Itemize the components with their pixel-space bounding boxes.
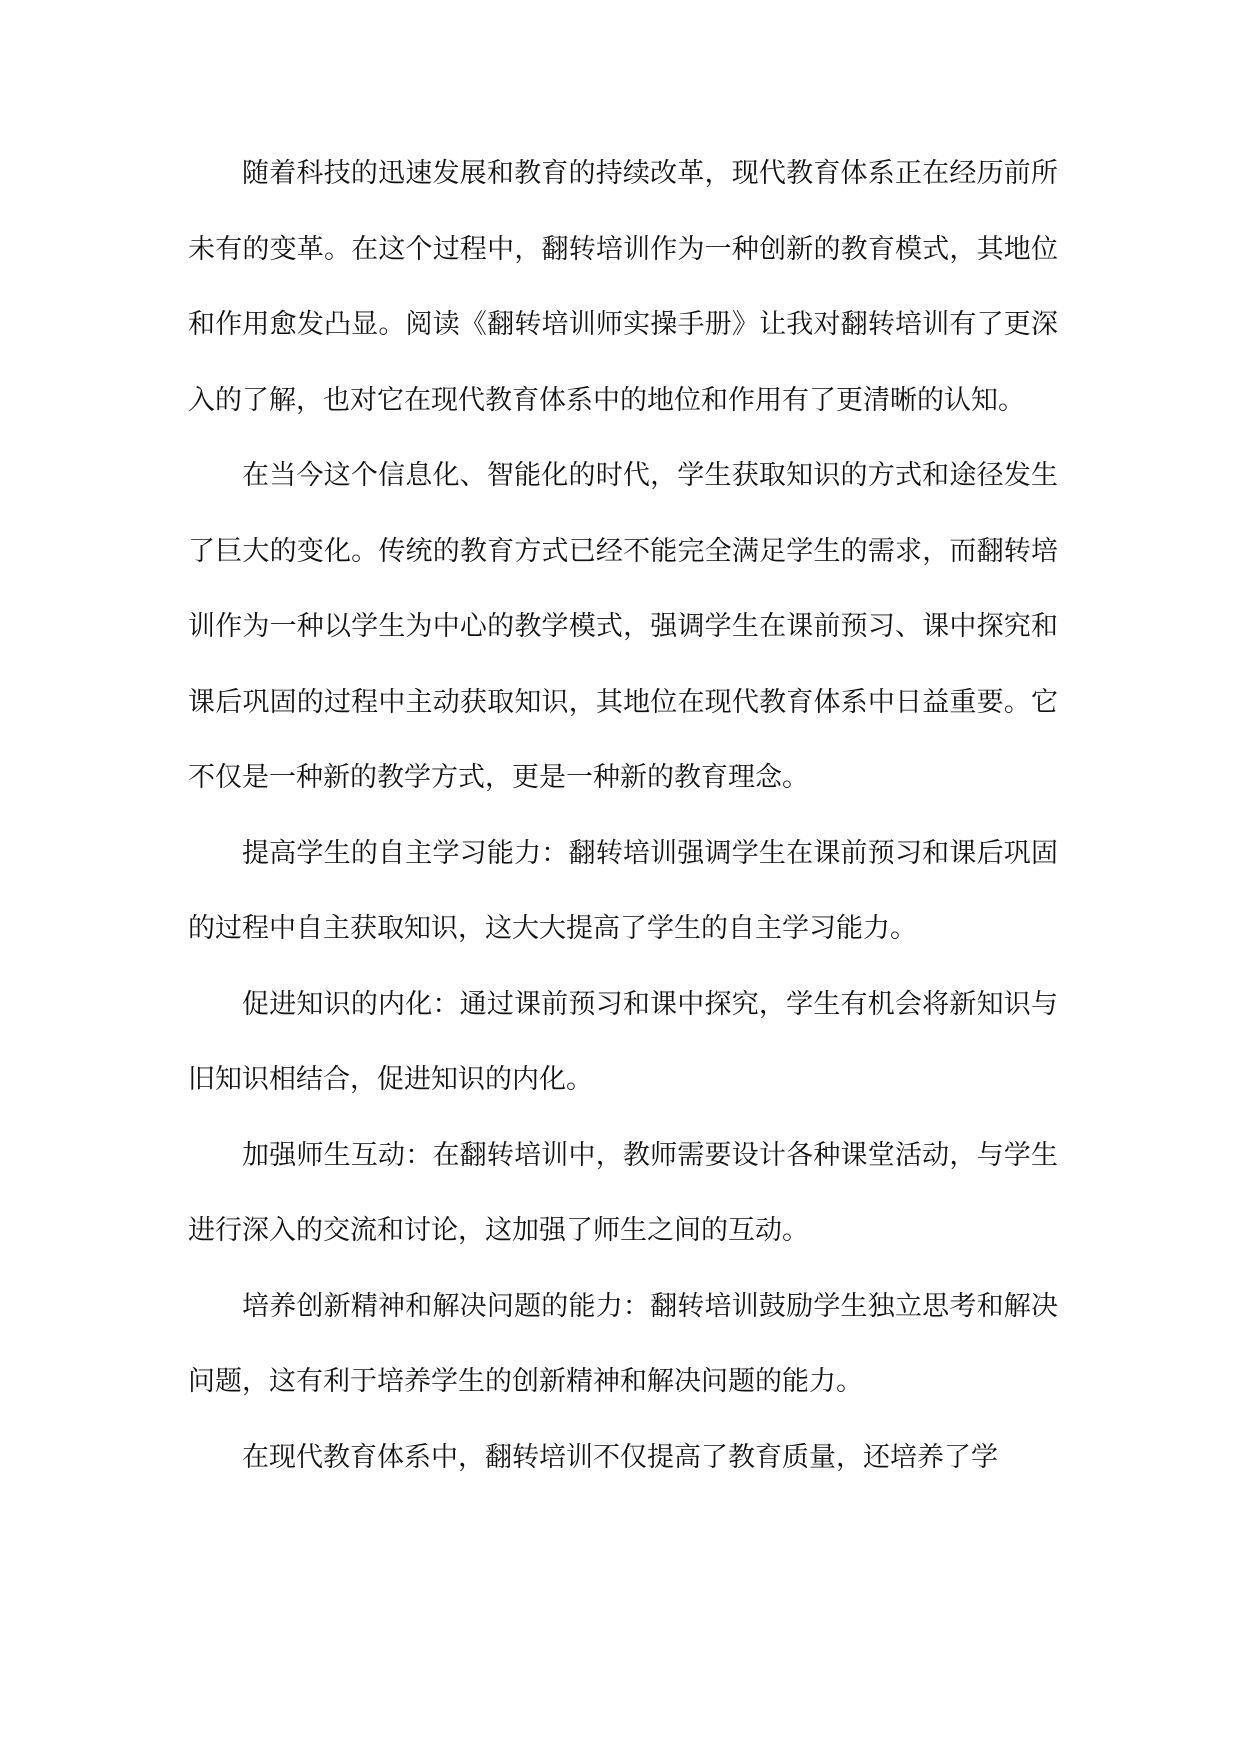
paragraph-2: 在当今这个信息化、智能化的时代，学生获取知识的方式和途径发生了巨大的变化。传统的教育方式已经不能完全满足学生的需求，而翻转培训作为一种以学生为中心的教学模式，强调学生在课前预习、课中探究和课后巩固的过程中主动获取知识，其地位在现代教育体系中日益重要。它不仅是一种新的教学方式，更是一种新的教育理念。: [188, 460, 1058, 793]
paragraph-7: 在现代教育体系中，翻转培训不仅提高了教育质量，还培养了学: [242, 1441, 998, 1473]
paragraph-1: 随着科技的迅速发展和教育的持续改革，现代教育体系正在经历前所未有的变革。在这个过程中，翻转培训作为一种创新的教育模式，其地位和作用愈发凸显。阅读《翻转培训师实操手册》让我对翻转培训有了更深入的了解，也对它在现代教育体系中的地位和作用有了更清晰的认知。: [188, 158, 1058, 416]
paragraph-5: 加强师生互动：在翻转培训中，教师需要设计各种课堂活动，与学生进行深入的交流和讨论，这加强了师生之间的互动。: [188, 1139, 1058, 1246]
paragraph-4: 促进知识的内化：通过课前预习和课中探究，学生有机会将新知识与旧知识相结合，促进知识的内化。: [188, 988, 1058, 1095]
document-body: [188, 136, 1058, 1495]
paragraph-6: 培养创新精神和解决问题的能力：翻转培训鼓励学生独立思考和解决问题，这有利于培养学生的创新精神和解决问题的能力。: [188, 1290, 1058, 1397]
paragraph-3: 提高学生的自主学习能力：翻转培训强调学生在课前预习和课后巩固的过程中自主获取知识，这大大提高了学生的自主学习能力。: [188, 837, 1058, 944]
